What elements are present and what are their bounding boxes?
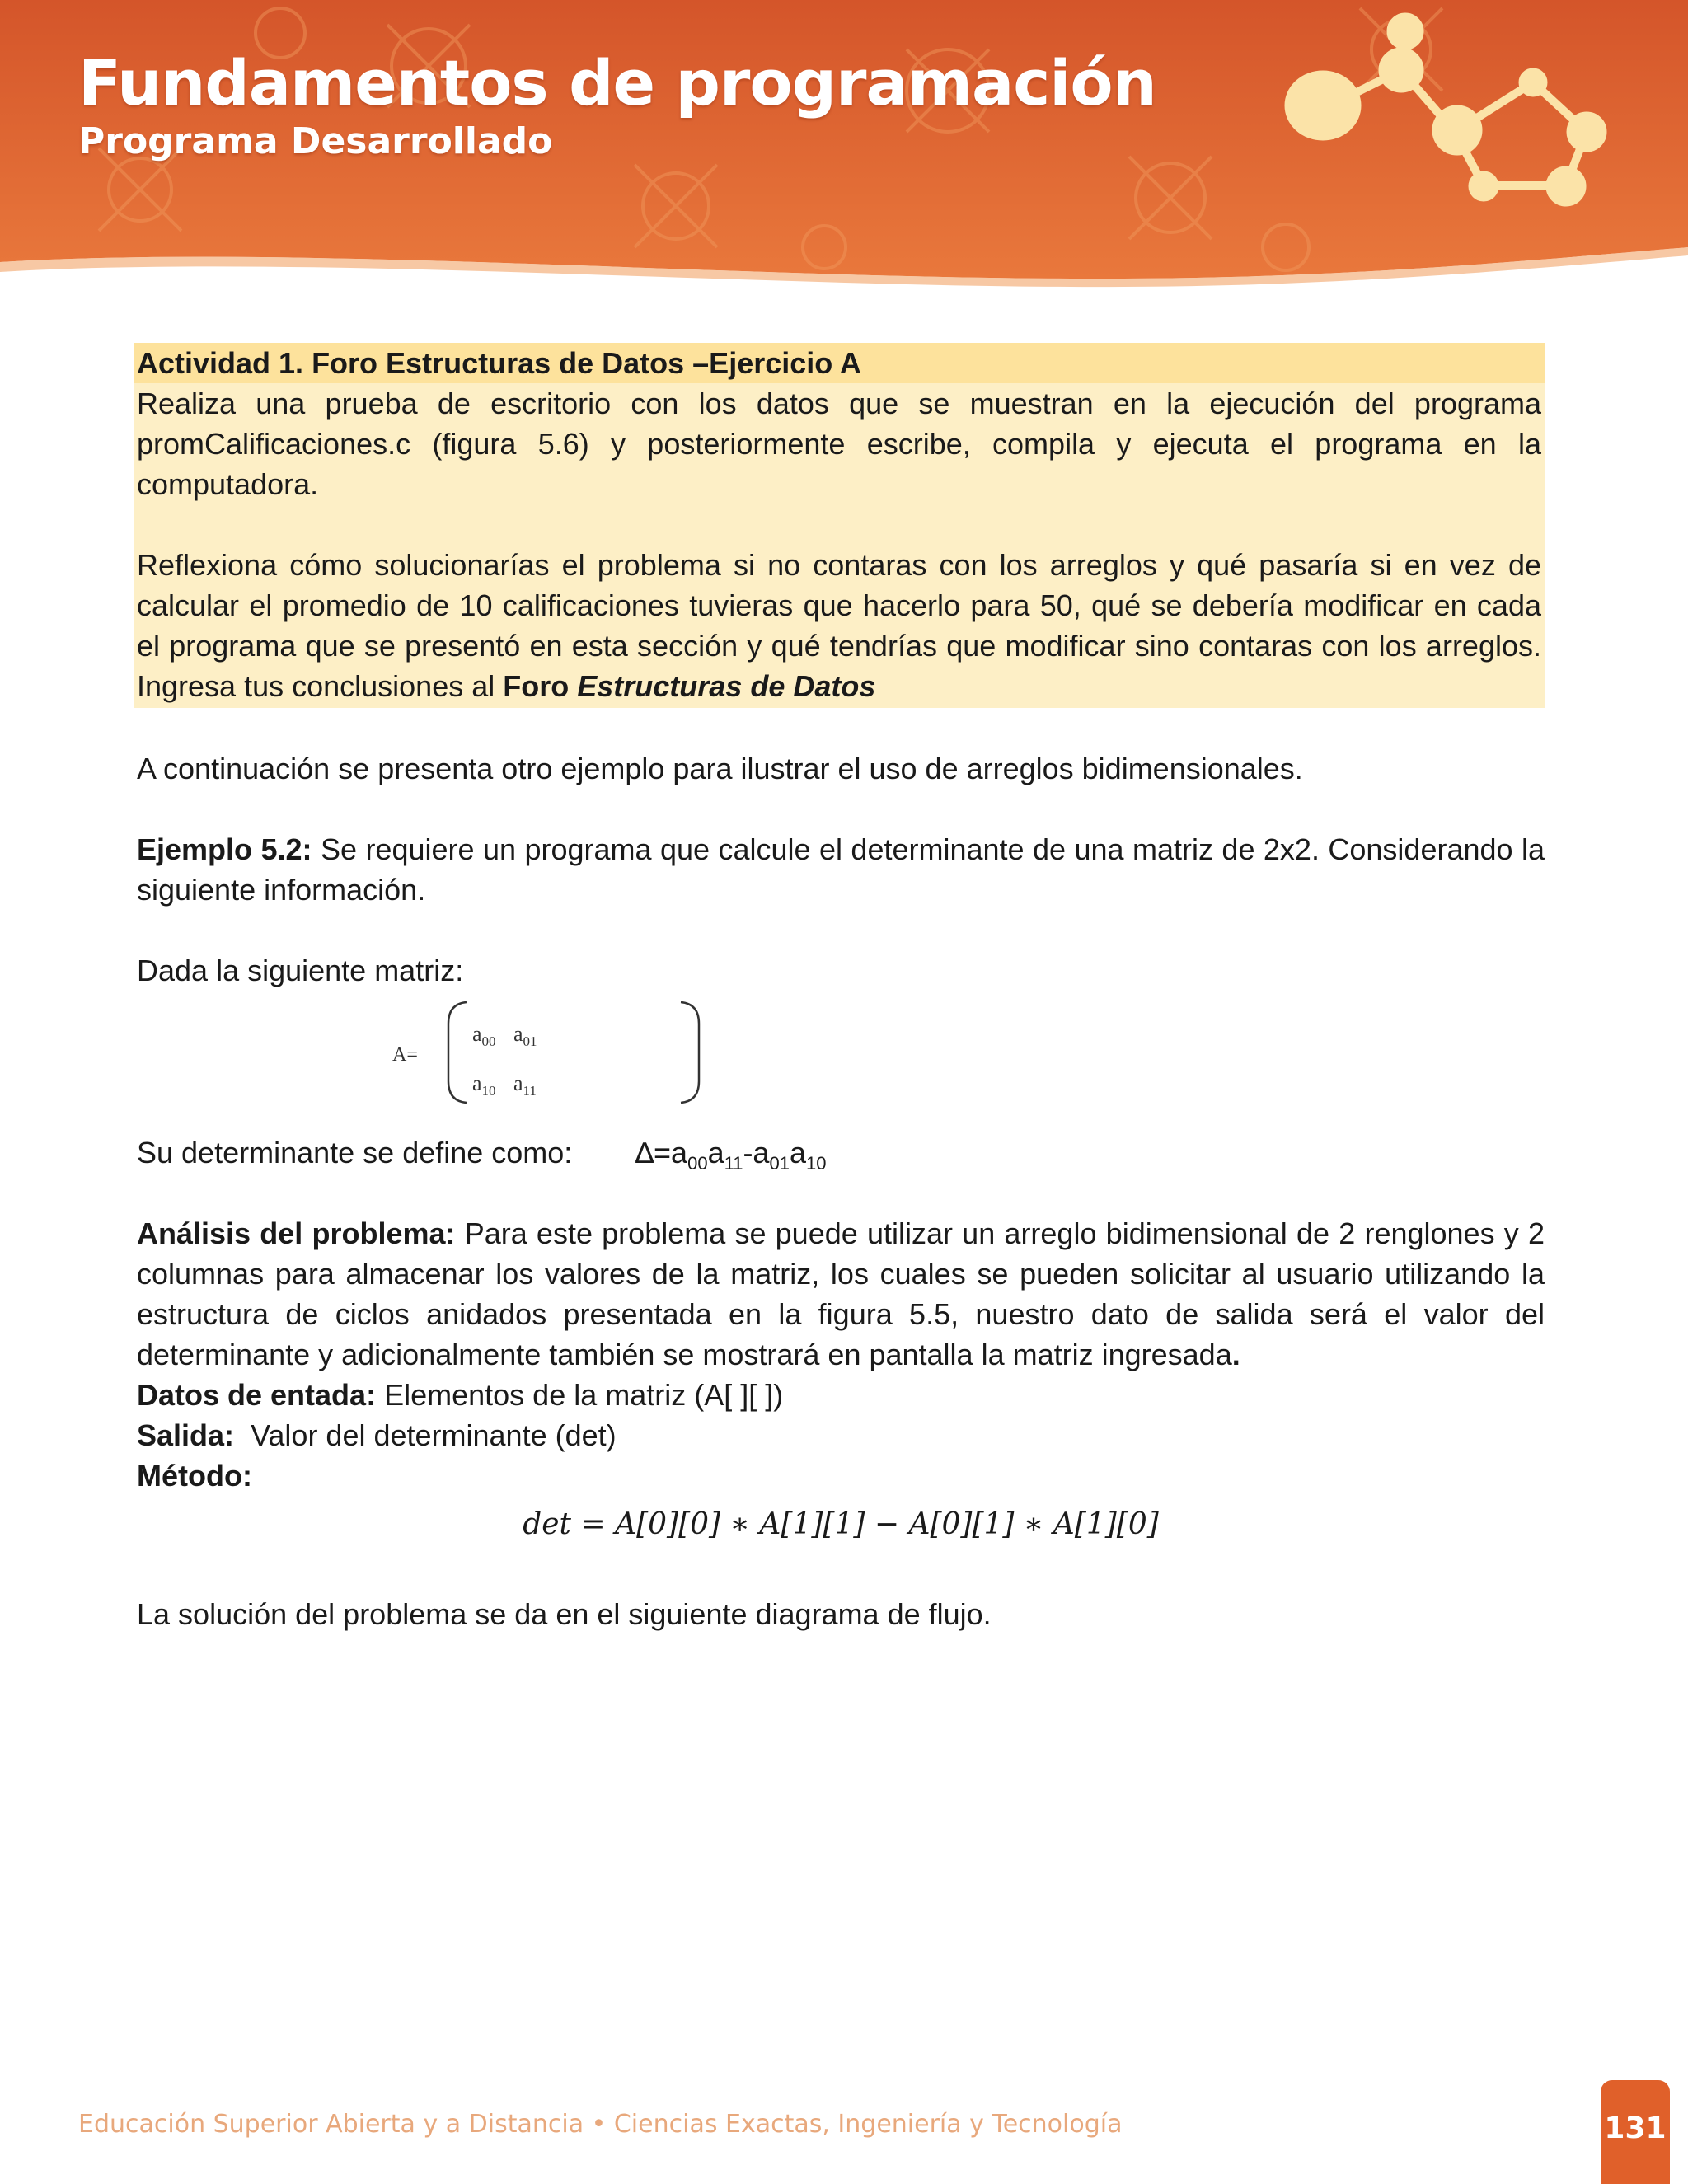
matrix-figure xyxy=(137,999,1545,1122)
document-subtitle: Programa Desarrollado xyxy=(78,120,553,162)
matrix-cell-10: $a_{10}$ xyxy=(472,1071,496,1099)
activity-title: Actividad 1. Foro Estructuras de Datos –Ejercicio A xyxy=(134,343,1545,383)
footer-text: Educación Superior Abierta y a Distancia • Ciencias Exactas, Ingeniería y Tecnología xyxy=(78,2110,1123,2139)
example-text: Se requiere un programa que calcule el determinante de una matriz de 2x2. Considerando la siguiente información. xyxy=(137,832,1545,907)
activity-paragraph-1: Realiza una prueba de escritorio con los datos que se muestran en la ejecución del programa promCalificaciones.c (figura 5.6) y posteriormente escribe, compila y ejecuta el programa en la computadora. xyxy=(137,387,1541,501)
method-formula: det = A[0][0] ∗ A[1][1] − A[0][1] ∗ A[1][0] xyxy=(523,1507,1159,1541)
matrix-cell-11: $a_{11}$ xyxy=(513,1071,537,1099)
determinant-label: Su determinante se define como: xyxy=(137,1136,573,1169)
matrix-cell-01: $a_{01}$ xyxy=(513,1022,537,1050)
foro-label: Foro xyxy=(503,669,570,703)
example-label: Ejemplo 5.2: xyxy=(137,832,312,866)
example-paragraph xyxy=(137,829,1545,910)
determinant-definition xyxy=(137,1132,1545,1173)
matrix-cell-00: $a_{00}$ xyxy=(472,1022,496,1050)
document-title: Fundamentos de programación xyxy=(78,46,1156,120)
method-line xyxy=(137,1455,1545,1496)
analysis-text: Para este problema se puede utilizar un arreglo bidimensional de 2 renglones y 2 columnas para almacenar los valores de la matriz, los cuales se pueden solicitar al usuario utilizando la estructura de ciclos anidados presentada en la figura 5.5, nuestro dato de salida será el valor del determinante y adicionalmente también se mostrará en pantalla la matriz ingresada xyxy=(137,1216,1545,1371)
matrix-label: A= xyxy=(392,1044,418,1066)
output-label: Salida: xyxy=(137,1418,235,1452)
matrix-intro: Dada la siguiente matriz: xyxy=(137,954,464,987)
intro-paragraph: A continuación se presenta otro ejemplo para ilustrar el uso de arreglos bidimensionales. xyxy=(137,752,1303,785)
main-content xyxy=(137,343,1545,1634)
activity-paragraph-2 xyxy=(137,545,1541,706)
analysis-label: Análisis del problema: xyxy=(137,1216,456,1250)
determinant-formula: $\Delta=a_{00}a_{11}-a_{01}a_{10}$ xyxy=(635,1136,827,1174)
method-label: Método: xyxy=(137,1459,252,1493)
input-label: Datos de entada: xyxy=(137,1378,377,1412)
output-line xyxy=(137,1415,1545,1455)
page-number-tab xyxy=(1601,2080,1670,2184)
input-text: Elementos de la matriz (A[ ][ ]) xyxy=(384,1378,784,1412)
input-data-line xyxy=(137,1375,1545,1415)
closing-paragraph: La solución del problema se da en el siguiente diagrama de flujo. xyxy=(137,1597,992,1631)
foro-name: Estructuras de Datos xyxy=(577,669,876,703)
analysis-paragraph: Análisis del problema: Para este problema se puede utilizar un arreglo bidimensional de 2 renglones y 2 columnas para almacenar los valores de la matriz, los cuales se pueden solicitar al usuario utilizando la estructura de ciclos anidados presentada en la figura 5.5, nuestro dato de salida será el valor del determinante y adicionalmente también se mostrará en pantalla la matriz ingresada. xyxy=(137,1216,1545,1371)
output-text: Valor del determinante (det) xyxy=(251,1418,617,1452)
activity-paragraph-2-text: Reflexiona cómo solucionarías el problema si no contaras con los arreglos y qué pasaría si en vez de calcular el promedio de 10 calificaciones tuvieras que hacerlo para 50, qué se debería modificar en cada el programa que se presentó en esta sección y qué tendrías que modificar sino contaras con los arreglos. Ingresa tus conclusiones al xyxy=(137,548,1541,703)
activity-box xyxy=(134,343,1545,708)
header-banner xyxy=(0,0,1688,297)
page-number: 131 xyxy=(1604,2111,1667,2145)
